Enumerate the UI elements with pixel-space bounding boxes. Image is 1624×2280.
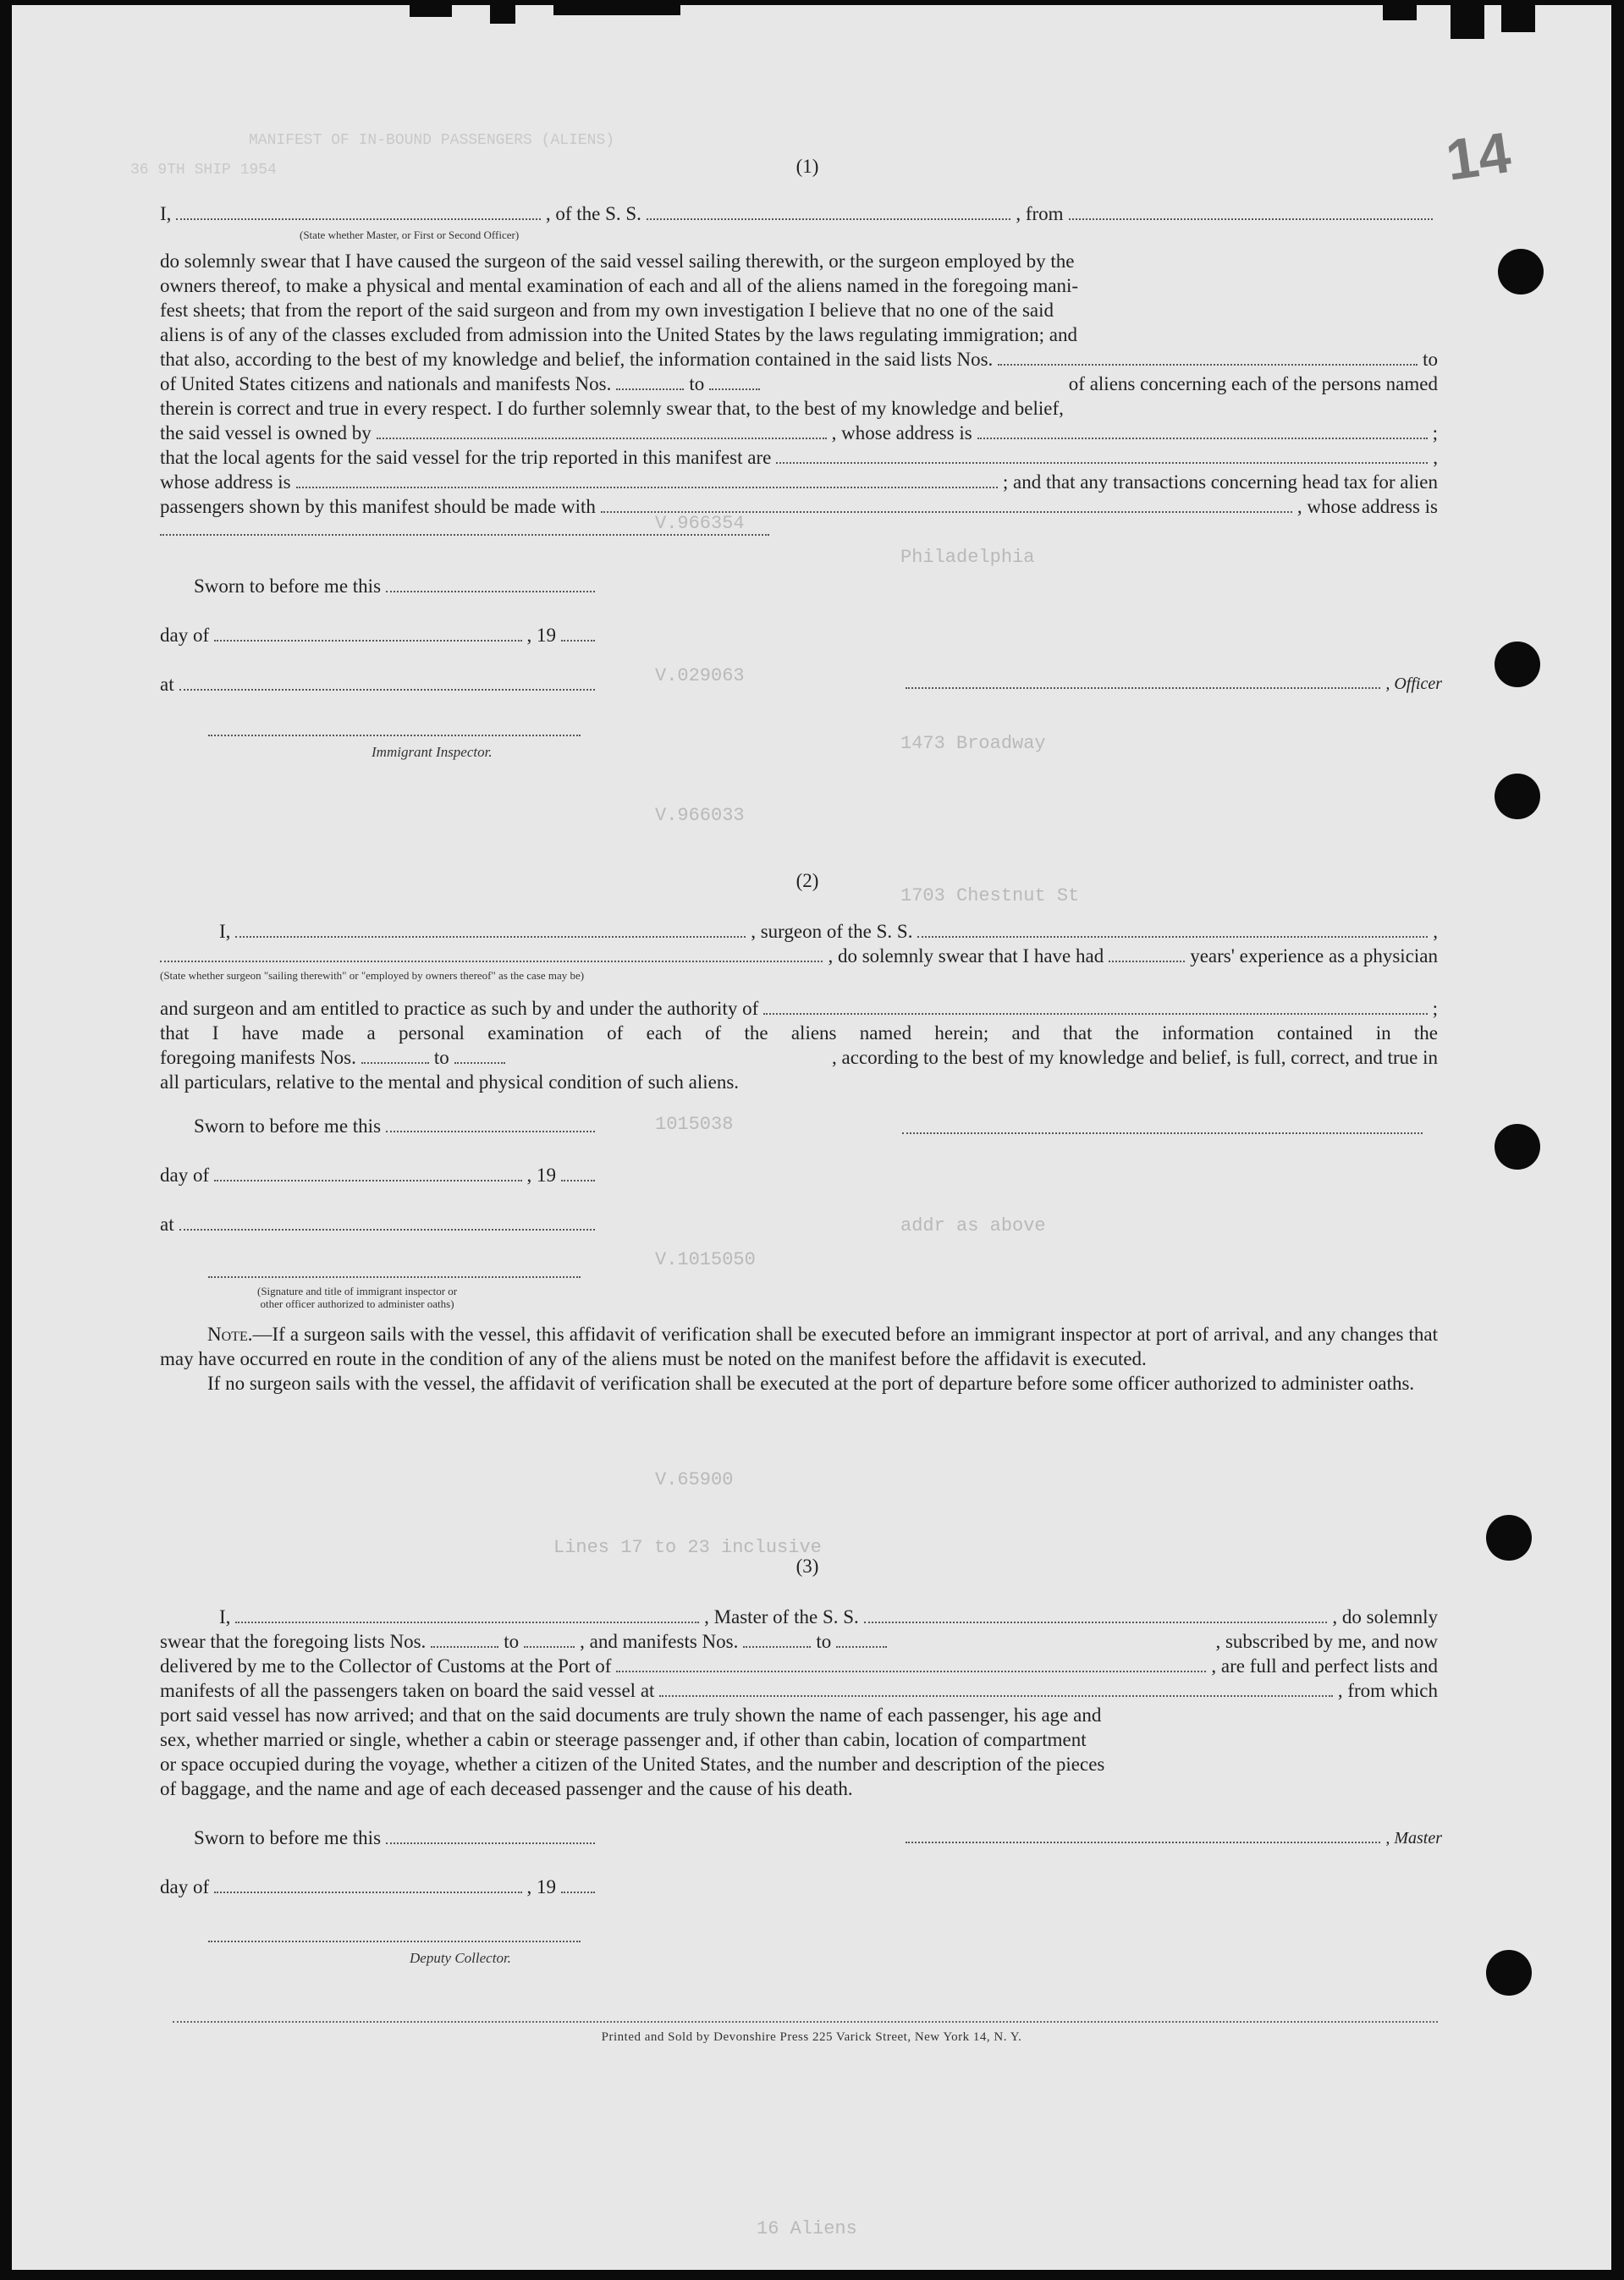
head-tax-address-field[interactable] [160,519,769,536]
to-label: to [1423,349,1438,370]
delivered-label: delivered by me to the Collector of Customs at the Port of [160,1655,612,1677]
bleed-through: 36 9TH SHIP 1954 [130,162,277,179]
year-label: , 19 [526,625,556,646]
full-lists-label: , are full and perfect lists and [1211,1655,1438,1677]
head-tax-label: ; and that any transactions concerning head tax for alien [1002,471,1438,493]
semicolon: ; [1432,422,1438,443]
whose-address-label: , whose address is [831,422,972,443]
section-1-oath [160,201,1438,247]
at-label: at [160,1214,174,1235]
section-2-note [160,1322,1438,1396]
day-of-label: day of [160,625,210,646]
manifest-sheet [12,5,1611,2270]
address-continuation-line [160,519,1438,536]
section-2-sworn [160,1114,600,1236]
section-2-heading: (2) [795,870,819,891]
authority-field[interactable] [763,998,1427,1015]
port-field[interactable] [616,1655,1206,1672]
whose-address-label: whose address is [160,471,291,493]
note-paragraph-2: If no surgeon sails with the vessel, the affidavit of verification shall be executed at the port of departure before some officer authorized to administer oaths. [207,1373,1415,1394]
agent-address-field[interactable] [296,471,998,488]
torn-edge [410,5,452,17]
semicolon: ; [1432,998,1438,1019]
to-label: to [504,1631,520,1652]
bleed-through: Lines 17 to 23 inclusive [553,1537,822,1558]
subscribed-label: , subscribed by me, and now [1215,1631,1438,1652]
place-field[interactable] [179,1214,595,1231]
particulars-line: all particulars, relative to the mental and physical condition of such aliens. [160,1071,740,1093]
year-label: , 19 [526,1165,556,1186]
note-text: —If a surgeon sails with the vessel, this affidavit of verification shall be executed before an immigrant inspector at port of arrival, and any changes that may have occurred en route in the condition of any of the aliens must be noted on the manifest before the affidavit is executed. [160,1324,1438,1369]
bleed-through: V.029063 [655,665,745,686]
section-3-paragraph [160,1703,1438,1801]
bleed-through: 1703 Chestnut St [900,885,1080,906]
day-line [160,623,600,647]
to-label: to [816,1631,832,1652]
intro-label: I, [160,203,172,224]
paragraph-line: fest sheets; that from the report of the said surgeon and from my own investigation I believe that no one of the said [160,300,1054,321]
of-aliens-label: of aliens concerning each of the persons named [1068,373,1438,394]
to-label: to [433,1047,449,1068]
authority-line [160,996,1438,1021]
year-label: , 19 [526,1876,556,1897]
bleed-through: V.966033 [655,805,745,826]
paragraph-line: of baggage, and the name and age of each deceased passenger and the cause of his death. [160,1778,853,1799]
surgeon-status-note: (State whether surgeon "sailing therewith" or "employed by owners thereof" as the case may be) [160,969,585,982]
from-label: , from [1016,203,1064,224]
surgeon-vessel-field[interactable] [917,921,1428,938]
year-field[interactable] [561,1165,595,1181]
title-note: (State whether Master, or First or Second Officer) [300,229,520,241]
surgeon-of-ss-label: , surgeon of the S. S. [751,921,913,942]
torn-edge [1451,5,1484,39]
officer-signature-field[interactable] [906,672,1380,689]
manifests-to-field[interactable] [836,1631,887,1648]
signature-note [257,1285,457,1310]
paragraph-line: aliens is of any of the classes excluded from admission into the United States by the laws regulating immigration; and [160,324,1077,345]
day-line [160,1163,600,1187]
year-field[interactable] [561,625,595,642]
paragraph-line: do solemnly swear that I have caused the surgeon of the said vessel sailing therewith, or the surgeon employed by the [160,251,1075,272]
officer-label: , Officer [1385,675,1442,693]
section-1-paragraph [160,249,1438,536]
sworn-line [160,574,600,598]
passengers-line [160,494,1438,519]
footer-divider [173,2021,1438,2023]
comma: , [1433,447,1438,468]
surgeon-signature-line[interactable] [902,1131,1423,1134]
paragraph-line: that also, according to the best of my knowledge and belief, the information contained in the said lists Nos. [160,349,994,370]
note-paragraph [160,1322,1438,1371]
master-name-field[interactable] [235,1606,699,1623]
month-field[interactable] [214,625,521,642]
at-line [160,1212,600,1236]
punch-hole [1495,642,1540,687]
sworn-label: Sworn to before me this [194,1115,382,1137]
place-field[interactable] [179,674,595,691]
bleed-through: V.65900 [655,1469,734,1490]
manifests-to-field[interactable] [454,1047,505,1064]
bleed-through: addr as above [900,1215,1046,1236]
bleed-through: 1015038 [655,1114,734,1135]
section-3-sworn [160,1826,600,1899]
master-label: , Master [1385,1829,1442,1848]
sworn-day-field[interactable] [386,1115,595,1132]
paragraph-line: port said vessel has now arrived; and that on the said documents are truly shown the name of each passenger, his age and [160,1704,1102,1726]
lists-from-field[interactable] [998,349,1418,366]
from-which-label: , from which [1337,1680,1438,1701]
vessel-name-field[interactable] [647,203,1010,220]
torn-edge [553,5,680,15]
officer-line [900,672,1442,694]
manifests-line [160,372,1438,396]
bleed-through: Philadelphia [900,547,1035,568]
paragraph-line: owners thereof, to make a physical and mental examination of each and all of the aliens named in the foregoing mani- [160,275,1079,296]
to-label: to [689,373,705,394]
lists-line [160,1629,1438,1654]
at-label: at [160,674,174,695]
owner-field[interactable] [377,422,827,439]
oath-officer-signature-line[interactable] [208,1275,581,1278]
owned-by-label: the said vessel is owned by [160,422,372,443]
agents-label: that the local agents for the said vessel for the trip reported in this manifest are [160,447,772,468]
of-ss-label: , of the S. S. [545,203,641,224]
section-1-heading: (1) [795,156,819,177]
inspector-caption: Immigrant Inspector. [372,744,493,760]
inspector-signature-line[interactable] [208,733,581,736]
month-field[interactable] [214,1876,521,1893]
do-solemnly-label: , do solemnly [1332,1606,1439,1627]
paragraph-line: sex, whether married or single, whether a cabin or steerage passenger and, if other than cabin, location of compartment [160,1729,1087,1750]
day-of-label: day of [160,1165,210,1186]
torn-edge [1501,5,1535,32]
owner-address-field[interactable] [977,422,1428,439]
surgeon-status-field[interactable] [160,945,823,962]
agents-line [160,445,1438,470]
note-label: Note. [207,1324,253,1345]
sworn-label: Sworn to before me this [194,576,382,597]
month-field[interactable] [214,1165,521,1181]
punch-hole [1498,249,1544,295]
day-of-label: day of [160,1876,210,1897]
embarkation-field[interactable] [659,1680,1332,1697]
intro-label: I, [219,1606,231,1627]
according-label: , according to the best of my knowledge and belief, is full, correct, and true in [832,1047,1438,1068]
paragraph-line: therein is correct and true in every respect. I do further solemnly swear that, to the best of my knowledge and belief, [160,398,1064,419]
solemnly-label: , do solemnly swear that I have had [828,945,1104,967]
signature-note-line-1: (Signature and title of immigrant inspector or [257,1285,458,1297]
sworn-day-field[interactable] [386,1827,595,1844]
port-from-field[interactable] [1069,203,1433,220]
manifests-from-field[interactable] [616,373,684,390]
master-signature-field[interactable] [906,1826,1380,1843]
foregoing-line [160,1045,1438,1070]
section-3-heading: (3) [795,1556,819,1577]
intro-label: I, [219,921,231,942]
surgeon-name-field[interactable] [235,921,746,938]
manifests-from-field[interactable] [743,1631,811,1648]
swear-label: swear that the foregoing lists Nos. [160,1631,427,1652]
agent-address-line [160,470,1438,494]
passengers-label: passengers shown by this manifest should be made with [160,496,596,517]
manifests-at-line [160,1678,1438,1703]
paragraph-line: or space occupied during the voyage, whether a citizen of the United States, and the number and description of the pieces [160,1754,1105,1775]
master-of-ss-label: , Master of the S. S. [704,1606,859,1627]
master-first-line [160,1605,1438,1629]
deputy-caption: Deputy Collector. [410,1950,511,1966]
sworn-label: Sworn to before me this [194,1827,382,1848]
years-field[interactable] [1109,945,1185,962]
bleed-through: 16 Aliens [757,2218,857,2239]
lists-to-field[interactable] [524,1631,575,1648]
authority-label: and surgeon and am entitled to practice as such by and under the authority of [160,998,759,1019]
paragraph-line: of United States citizens and nationals and manifests Nos. [160,373,612,394]
punch-hole [1495,774,1540,819]
foregoing-label: foregoing manifests Nos. [160,1047,356,1068]
deputy-signature-line[interactable] [208,1939,581,1942]
section-2-oath [160,919,1438,1094]
at-line [160,672,600,697]
sworn-day-field[interactable] [386,576,595,592]
signature-note-line-2: other officer authorized to administer oaths) [260,1297,454,1310]
whose-address-label: , whose address is [1296,496,1438,517]
owned-line [160,421,1438,445]
officer-name-field[interactable] [176,203,540,220]
surgeon-first-line [160,919,1438,944]
handwritten-page-mark: 14 [1442,120,1515,193]
and-manifests-label: , and manifests Nos. [580,1631,739,1652]
master-signature-line [900,1826,1442,1848]
master-vessel-field[interactable] [864,1606,1328,1623]
punch-hole [1486,1515,1532,1561]
section-3-oath [160,1605,1438,1801]
years-exp-label: years' experience as a physician [1190,945,1438,967]
punch-hole [1486,1950,1532,1996]
printer-imprint: Printed and Sold by Devonshire Press 225 Varick Street, New York 14, N. Y. [601,2030,1022,2044]
manifests-from-field[interactable] [361,1047,429,1064]
manifests-to-field[interactable] [709,373,760,390]
bleed-through: V.966354 [655,513,745,534]
torn-edge [490,5,515,24]
day-line [160,1875,600,1899]
exam-line: that I have made a personal examination of each of the aliens named herein; and that the information contained in the [160,1022,1438,1044]
bleed-through: MANIFEST OF IN-BOUND PASSENGERS (ALIENS) [249,132,615,149]
manifests-at-label: manifests of all the passengers taken on board the said vessel at [160,1680,655,1701]
sworn-line [160,1826,600,1850]
year-field[interactable] [561,1876,595,1893]
torn-edge [1383,5,1417,20]
head-tax-party-field[interactable] [601,496,1292,513]
lists-from-field[interactable] [431,1631,498,1648]
comma: , [1433,921,1439,942]
bleed-through: V.1015050 [655,1249,756,1270]
bleed-through: 1473 Broadway [900,733,1046,754]
lists-line [160,347,1438,372]
punch-hole [1495,1124,1540,1170]
section-1-sworn [160,574,600,697]
delivered-line [160,1654,1438,1678]
agents-field[interactable] [776,447,1428,464]
sworn-line [160,1114,600,1138]
